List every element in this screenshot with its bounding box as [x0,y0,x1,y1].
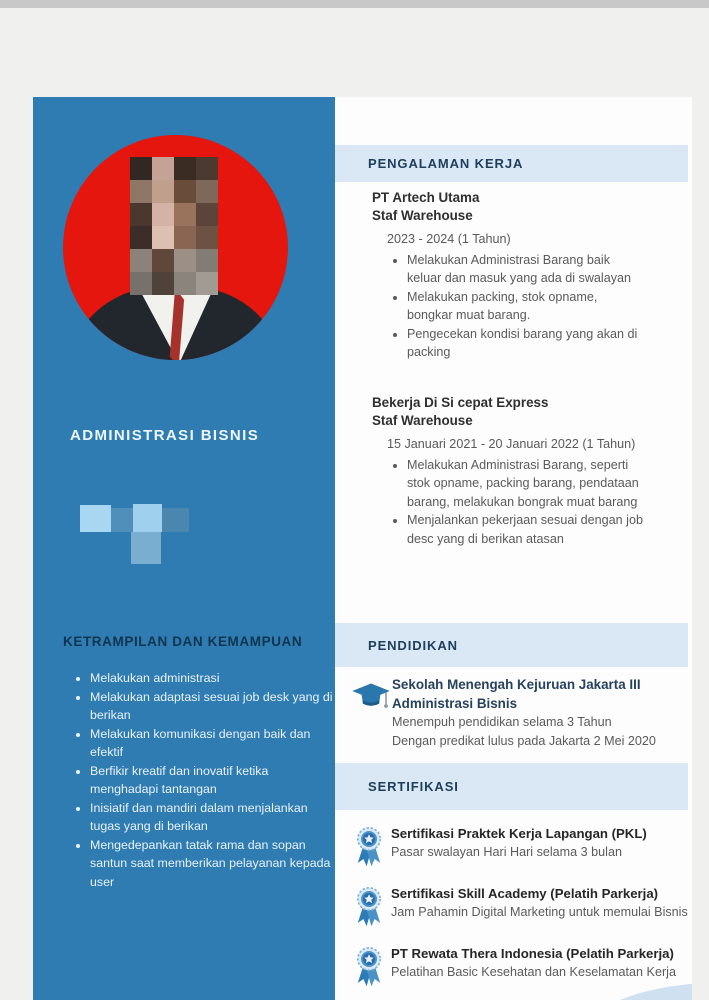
skill-item: • Berfikir kreatif dan inovatif ketika menghadapi tantangan [90,762,336,799]
job-role: Staf Warehouse [372,208,473,223]
redacted-name-block [80,505,111,532]
redacted-name-block [111,508,135,532]
education-major: Administrasi Bisnis [392,696,518,711]
award-ribbon-icon [353,825,385,869]
certification-title: Sertifikasi Skill Academy (Pelatih Parkerja) [391,886,659,901]
experience-section-header [335,145,688,182]
certification-text [391,825,691,861]
job-period: 15 Januari 2021 - 20 Januari 2022 (1 Tahun) [387,437,636,451]
top-bar [0,0,709,8]
skill-item: • Mengedepankan tatak rama dan sopan santun saat memberikan pelayanan kepada user [90,836,336,892]
redacted-name-block [162,508,189,532]
job-bullet: • Pengecekan kondisi barang yang akan di packing [407,325,645,362]
certification-subtitle: Pelatihan Basic Kesehatan dan Keselamatan Kerja [391,965,676,979]
sidebar [33,97,335,1000]
certification-item [353,945,692,989]
award-ribbon-icon [353,945,385,989]
skill-item: • Inisiatif dan mandiri dalam menjalankan tugas yang di berikan [90,799,336,836]
certification-text [391,945,691,981]
certification-list [353,825,692,1000]
job-entry [372,394,682,548]
education-text [392,675,682,751]
job-bullet: • Melakukan packing, stok opname, bongkar muat barang. [407,288,645,325]
job-bullet-list [372,456,682,549]
certification-section-header [335,763,688,810]
award-ribbon-icon [353,885,385,929]
certification-header-label: SERTIFIKASI [368,779,459,794]
main-content [335,97,692,1000]
skills-section-header: KETRAMPILAN DAN KEMAMPUAN [63,634,303,649]
certification-title: Sertifikasi Praktek Kerja Lapangan (PKL) [391,826,647,841]
redacted-name-block [131,532,161,564]
skill-item: • Melakukan komunikasi dengan baik dan efektif [90,725,336,762]
job-bullet-list [372,251,682,362]
redacted-name-block [133,504,162,532]
skill-item: • Melakukan adaptasi sesuai job desk yang di berikan [90,688,336,725]
education-section-header [335,623,688,667]
job-company: PT Artech Utama [372,190,480,205]
education-detail: Menempuh pendidikan selama 3 Tahun [392,715,612,729]
job-role: Staf Warehouse [372,413,473,428]
certification-item [353,885,692,929]
certification-text [391,885,691,921]
job-bullet: • Melakukan Administrasi Barang, seperti stok opname, packing barang, pendataan barang, melakukan bongrak muat barang [407,456,645,512]
profile-photo [63,135,288,360]
certification-item [353,825,692,869]
profile-title: ADMINISTRASI BISNIS [70,427,260,444]
job-bullet: • Menjalankan pekerjaan sesuai dengan job desc yang di berikan atasan [407,511,645,548]
education-header-label: PENDIDIKAN [368,637,458,653]
education-entry [335,675,692,751]
job-company: Bekerja Di Si cepat Express [372,395,549,410]
graduation-cap-icon [351,681,391,711]
skills-list [33,669,333,891]
education-school: Sekolah Menengah Kejuruan Jakarta III [392,677,641,692]
pixelated-face [130,157,218,295]
certification-title: PT Rewata Thera Indonesia (Pelatih Parkerja) [391,946,674,961]
skill-item: • Melakukan administrasi [90,669,336,688]
job-bullet: • Melakukan Administrasi Barang baik keluar dan masuk yang ada di swalayan [407,251,645,288]
certification-subtitle: Pasar swalayan Hari Hari selama 3 bulan [391,845,622,859]
job-period: 2023 - 2024 (1 Tahun) [387,232,511,246]
education-detail: Dengan predikat lulus pada Jakarta 2 Mei 2020 [392,734,656,748]
experience-header-label: PENGALAMAN KERJA [368,156,524,171]
certification-subtitle: Jam Pahamin Digital Marketing untuk memulai Bisnis [391,905,688,919]
job-entry [372,189,682,362]
